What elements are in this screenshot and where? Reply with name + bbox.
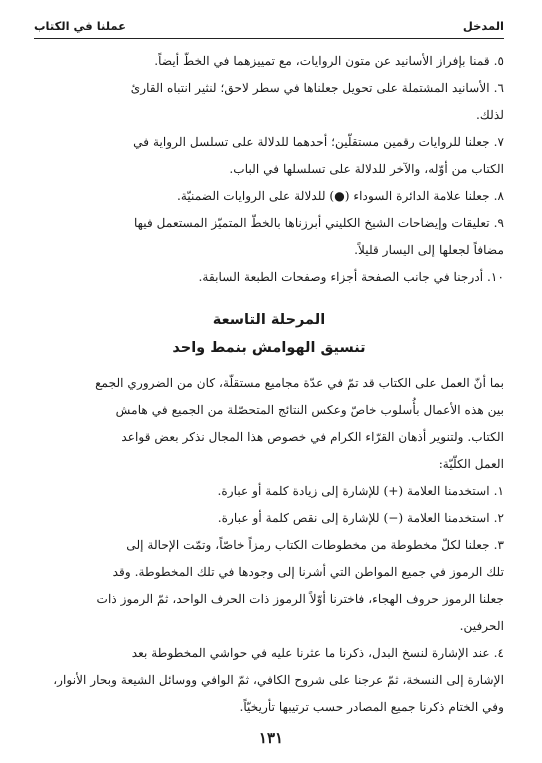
text-line: العمل الكلّيّة: bbox=[438, 457, 504, 471]
text-line: ١٠. أدرجنا في جانب الصفحة أجزاء وصفحات الطبعة السابقة. bbox=[198, 270, 504, 284]
text-line: تلك الرموز في جميع المواطن التي أشرنا إلى وجودها في تلك المخطوطة. وقد bbox=[112, 565, 504, 579]
section-subheading: تنسيق الهوامش بنمط واحد bbox=[172, 340, 366, 356]
text-line: لذلك. bbox=[476, 108, 504, 122]
text-line: ٤. عند الإشارة لنسخ البدل، ذكرنا ما عثرنا عليه في حواشي المخطوطة بعد bbox=[131, 646, 504, 660]
text-line: ٦. الأسانيد المشتملة على تحويل جعلناها في سطر لاحق؛ لنثير انتباه القارئ bbox=[130, 81, 504, 95]
text-line: بين هذه الأعمال بأُسلوب خاصّ وعكس النتائج المتحصّلة من الجميع في هامش bbox=[115, 403, 504, 417]
text-line: جعلنا الرموز حروف الهجاء، فاخترنا أوّلاً الرموز ذات الحرف الواحد، ثمّ الرموز ذات bbox=[96, 592, 504, 606]
text-line: مضافاً لجعلها إلى اليسار قليلاً. bbox=[354, 243, 504, 257]
text-line: ٥. قمنا بإفراز الأسانيد عن متون الروايات، مع تمييزهما في الخطّ أيضاً. bbox=[154, 54, 504, 68]
header-book-title: عملنا في الكتاب bbox=[34, 19, 126, 33]
text-line: ٢. استخدمنا العلامة (−) للإشارة إلى نقص كلمة أو عبارة. bbox=[217, 511, 504, 525]
page-number: ١٣١ bbox=[258, 729, 284, 747]
text-line: وفي الختام ذكرنا جميع المصادر حسب ترتيبها تأريخيّاً. bbox=[239, 700, 504, 714]
text-line: ٨. جعلنا علامة الدائرة السوداء (●) للدلالة على الروايات الضمنيّة. bbox=[176, 189, 504, 203]
text-line: الإشارة إلى النسخة، ثمّ عرجنا على شروح الكافي، ثمّ الوافي ووسائل الشيعة وبحار الأنوار، bbox=[53, 673, 504, 687]
text-line: ٣. جعلنا لكلّ مخطوطة من مخطوطات الكتاب رمزاً خاصّاً، وتمّت الإحالة إلى bbox=[126, 538, 504, 552]
section-heading: المرحلة التاسعة bbox=[212, 312, 326, 328]
running-header bbox=[34, 14, 504, 39]
text-line: الحرفين. bbox=[459, 619, 504, 633]
header-section-title: المدخل bbox=[462, 19, 504, 33]
text-line: بما أنّ العمل على الكتاب قد تمّ في عدّة مجاميع مستقلّة، كان من الضروري الجمع bbox=[95, 376, 504, 390]
text-line: ٩. تعليقات وإيضاحات الشيخ الكليني أبرزناها بالخطّ المتميّز المستعمل فيها bbox=[133, 216, 504, 230]
text-line: الكتاب من أوّله، والآخر للدلالة على تسلسلها في الباب. bbox=[229, 162, 504, 176]
text-line: ١. استخدمنا العلامة (+) للإشارة إلى زيادة كلمة أو عبارة. bbox=[217, 484, 504, 498]
text-line: ٧. جعلنا للروايات رقمين مستقلّين؛ أحدهما للدلالة على تسلسل الرواية في bbox=[133, 135, 504, 149]
text-line: الكتاب. ولتنوير أذهان القرّاء الكرام في خصوص هذا المجال نذكر بعض قواعد bbox=[121, 430, 504, 444]
